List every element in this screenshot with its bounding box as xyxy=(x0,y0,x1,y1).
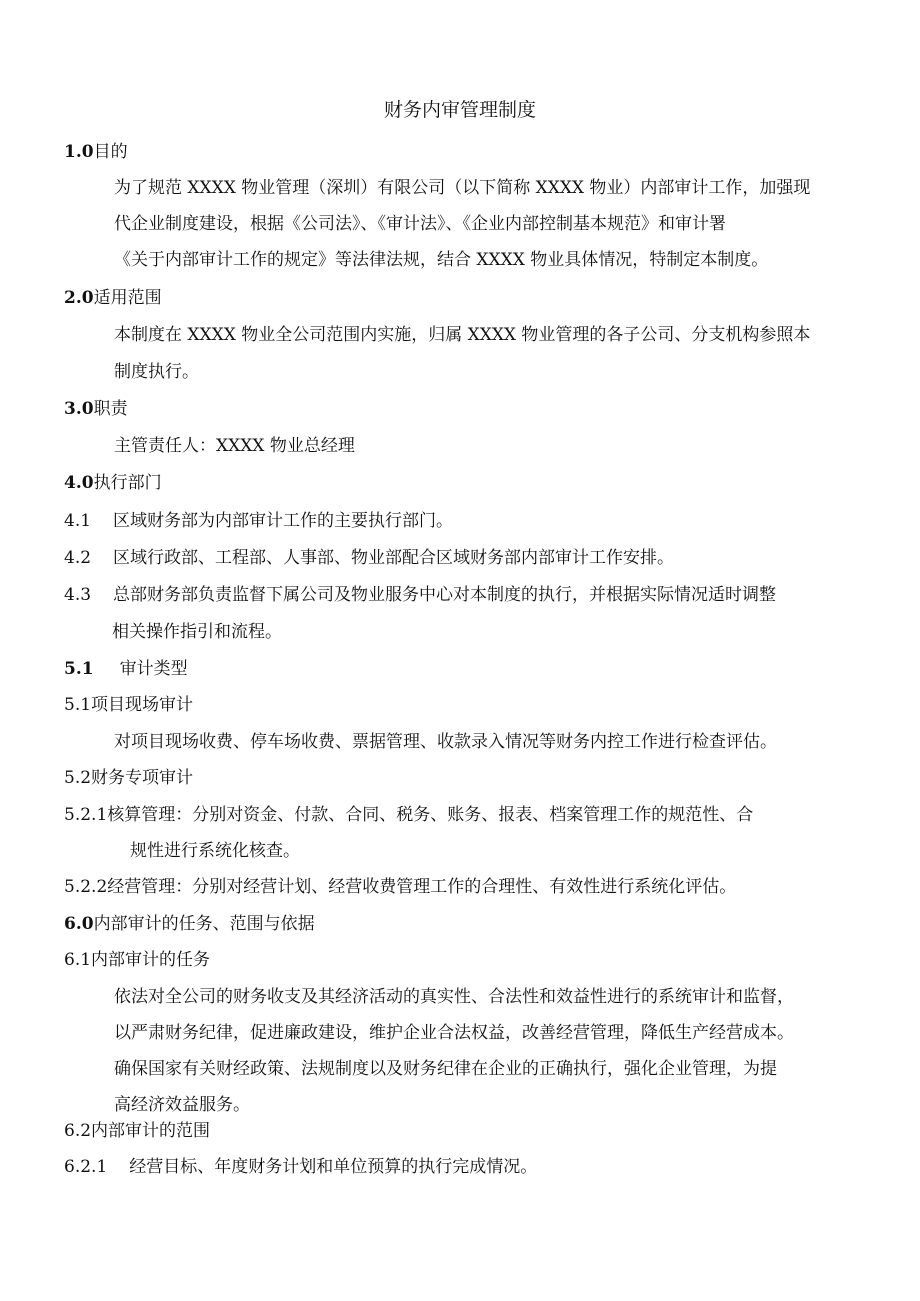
item-number: 6.2.1 xyxy=(64,1157,108,1177)
paragraph-line: 主管责任人：XXXX 物业总经理 xyxy=(114,436,355,456)
subsection-heading xyxy=(64,767,193,789)
section-number: 3.0 xyxy=(64,399,94,419)
paragraph-line: 确保国家有关财经政策、法规制度以及财务纪律在企业的正确执行，强化企业管理，为提 xyxy=(114,1059,777,1079)
item-text: 总部财务部负责监督下属公司及物业服务中心对本制度的执行，并根据实际情况适时调整 xyxy=(113,585,777,605)
list-item xyxy=(64,584,776,606)
section-title: 目的 xyxy=(93,142,128,162)
item-number: 5.2.1 xyxy=(64,805,108,825)
section-3-heading xyxy=(64,398,128,420)
subsection-title: 内部审计的范围 xyxy=(91,1121,211,1141)
section-number: 6.0 xyxy=(64,914,94,934)
section-1-heading xyxy=(64,141,128,163)
paragraph-line: 对项目现场收费、停车场收费、票据管理、收款录入情况等财务内控工作进行检查评估。 xyxy=(114,732,777,752)
subsection-number: 5.2 xyxy=(64,768,92,788)
section-number: 5.1 xyxy=(64,659,94,679)
paragraph-line: 《关于内部审计工作的规定》等法律法规，结合 XXXX 物业具体情况，特制定本制度。 xyxy=(114,250,769,270)
subsection-title: 项目现场审计 xyxy=(91,695,194,715)
subsection-number: 5.1 xyxy=(64,695,92,715)
section-number: 4.0 xyxy=(64,473,94,493)
list-item xyxy=(64,547,674,569)
item-number: 4.2 xyxy=(64,548,92,568)
section-title: 适用范围 xyxy=(93,288,162,308)
paragraph-line: 规性进行系统化核查。 xyxy=(130,841,300,861)
document-title: 财务内审管理制度 xyxy=(383,99,536,121)
paragraph-line: 代企业制度建设，根据《公司法》、《审计法》、《企业内部控制基本规范》和审计署 xyxy=(114,214,726,234)
paragraph-line: 以严肃财务纪律，促进廉政建设，维护企业合法权益，改善经营管理，降低生产经营成本。 xyxy=(114,1023,794,1043)
item-text: 经营管理：分别对经营计划、经营收费管理工作的合理性、有效性进行系统化评估。 xyxy=(107,877,737,897)
section-6-heading xyxy=(64,913,315,935)
subsection-number: 6.1 xyxy=(64,950,92,970)
section-4-heading xyxy=(64,472,162,494)
paragraph-line: 高经济效益服务。 xyxy=(114,1095,250,1115)
paragraph-line: 为了规范 XXXX 物业管理（深圳）有限公司（以下简称 XXXX 物业）内部审计工作，加强现 xyxy=(114,178,811,198)
section-5-heading xyxy=(64,658,188,680)
item-number: 4.3 xyxy=(64,585,92,605)
section-title: 内部审计的任务、范围与依据 xyxy=(93,914,315,934)
section-title: 职责 xyxy=(93,399,128,419)
list-item xyxy=(64,876,736,898)
subsection-heading xyxy=(64,949,210,971)
section-title: 执行部门 xyxy=(93,473,162,493)
item-text: 核算管理：分别对资金、付款、合同、税务、账务、报表、档案管理工作的规范性、合 xyxy=(107,805,754,825)
subsection-heading xyxy=(64,694,193,716)
list-item xyxy=(64,510,453,532)
list-item xyxy=(64,804,753,826)
section-number: 1.0 xyxy=(64,142,94,162)
item-text: 经营目标、年度财务计划和单位预算的执行完成情况。 xyxy=(129,1157,538,1177)
item-number: 4.1 xyxy=(64,511,92,531)
paragraph-line: 相关操作指引和流程。 xyxy=(112,622,282,642)
section-2-heading xyxy=(64,287,162,309)
subsection-number: 6.2 xyxy=(64,1121,92,1141)
subsection-title: 财务专项审计 xyxy=(91,768,194,788)
item-text: 区域行政部、工程部、人事部、物业部配合区域财务部内部审计工作安排。 xyxy=(113,548,675,568)
item-text: 区域财务部为内部审计工作的主要执行部门。 xyxy=(113,511,454,531)
paragraph-line: 本制度在 XXXX 物业全公司范围内实施，归属 XXXX 物业管理的各子公司、分支机构参照本 xyxy=(114,325,811,345)
item-number: 5.2.2 xyxy=(64,877,108,897)
subsection-title: 内部审计的任务 xyxy=(91,950,211,970)
section-number: 2.0 xyxy=(64,288,94,308)
section-title: 审计类型 xyxy=(119,659,188,679)
paragraph-line: 制度执行。 xyxy=(114,362,199,382)
paragraph-line: 依法对全公司的财务收支及其经济活动的真实性、合法性和效益性进行的系统审计和监督， xyxy=(114,987,794,1007)
list-item xyxy=(64,1156,537,1178)
subsection-heading xyxy=(64,1120,210,1142)
